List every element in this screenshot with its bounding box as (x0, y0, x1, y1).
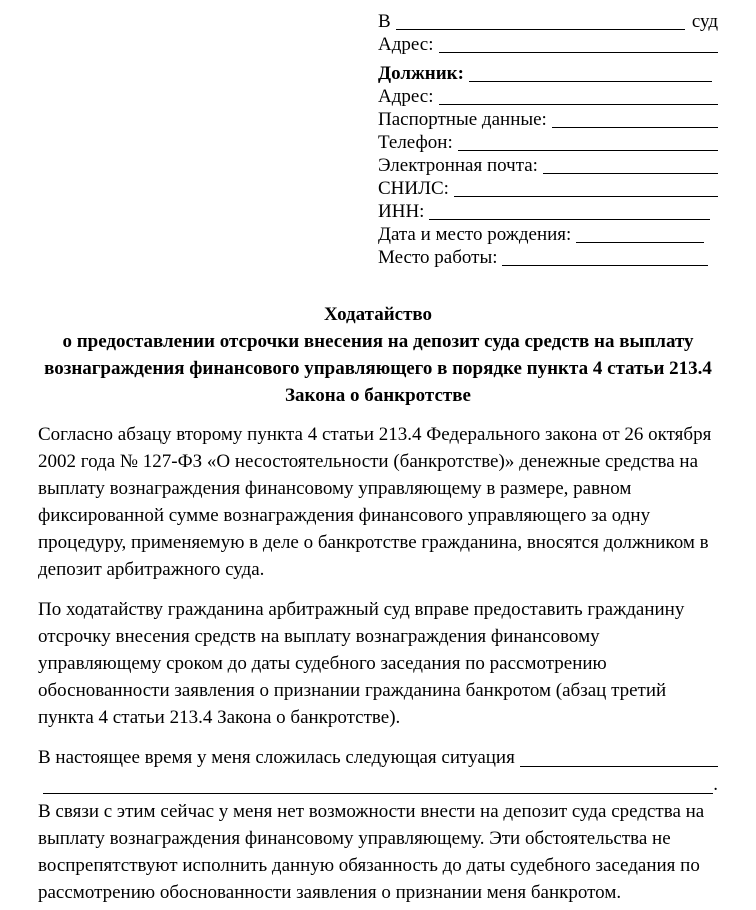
blank-line (458, 131, 718, 151)
situation-lead-text: В настоящее время у меня сложилась следующая ситуация (38, 747, 515, 768)
court-address-label: Адрес: (378, 34, 434, 55)
work-line (378, 246, 718, 269)
situation-blank-line (38, 771, 718, 798)
situation-period: . (713, 774, 718, 795)
blank-line (429, 200, 710, 220)
snils-line (378, 177, 718, 200)
court-address-line (378, 33, 718, 56)
court-name-line (378, 10, 718, 33)
petition-heading: Ходатайство (323, 304, 433, 325)
email-label: Электронная почта: (378, 155, 538, 176)
blank-line (520, 744, 718, 767)
debtor-address-line (378, 85, 718, 108)
court-label: В (378, 11, 391, 32)
phone-line (378, 131, 718, 154)
court-suffix: суд (691, 11, 718, 32)
court-header-block (378, 10, 718, 56)
blank-line (454, 177, 718, 197)
paragraph-circumstances: В связи с этим сейчас у меня нет возможности внести на депозит суда средства на выплату вознаграждения финансовому управляющему. Эти обстоятельства не воспрепятствуют исполнить данную обязанность до даты судебного заседания по рассмотрению обоснованности заявления о признании меня банкротом. (38, 801, 705, 903)
passport-label: Паспортные данные: (378, 109, 547, 130)
birth-line (378, 223, 718, 246)
situation-lead-line (38, 744, 718, 771)
snils-label: СНИЛС: (378, 178, 449, 199)
blank-line (552, 108, 718, 128)
inn-label: ИНН: (378, 201, 425, 222)
email-line (378, 154, 718, 177)
birth-label: Дата и место рождения: (378, 224, 572, 245)
work-label: Место работы: (378, 247, 498, 268)
blank-line (43, 771, 713, 794)
petition-subtitle: о предоставлении отсрочки внесения на депозит суда средств на выплату вознаграждения финансового управляющего в порядке пункта 4 статьи 213.4 Закона о банкротстве (44, 331, 712, 406)
inn-line (378, 200, 718, 223)
debtor-line (378, 62, 718, 85)
blank-line (502, 246, 708, 266)
blank-line (396, 10, 685, 30)
phone-label: Телефон: (378, 132, 453, 153)
title-block (38, 301, 718, 409)
paragraph-legal-basis-1: Согласно абзацу второму пункта 4 статьи 213.4 Федерального закона от 26 октября 2002 года № 127-ФЗ «О несостоятельности (банкротстве)» денежные средства на выплату вознаграждения финансовому управляющему в размере, равном фиксированной сумме вознаграждения финансового управляющего за одну процедуру, применяемую в деле о банкротстве гражданина, вносятся должником в депозит арбитражного суда. (38, 424, 712, 580)
passport-line (378, 108, 718, 131)
paragraph-legal-basis-2: По ходатайству гражданина арбитражный суд вправе предоставить гражданину отсрочку внесения средств на выплату вознаграждения финансовому управляющему сроком до даты судебного заседания по рассмотрению обоснованности заявления о признании гражданина банкротом (абзац третий пункта 4 статьи 213.4 Закона о банкротстве). (38, 599, 685, 728)
blank-line (576, 223, 704, 243)
debtor-address-label: Адрес: (378, 86, 434, 107)
debtor-header-block (378, 62, 718, 269)
blank-line (469, 62, 712, 82)
debtor-label: Должник: (378, 63, 464, 84)
blank-line (439, 33, 718, 53)
blank-line (439, 85, 718, 105)
blank-line (543, 154, 718, 174)
